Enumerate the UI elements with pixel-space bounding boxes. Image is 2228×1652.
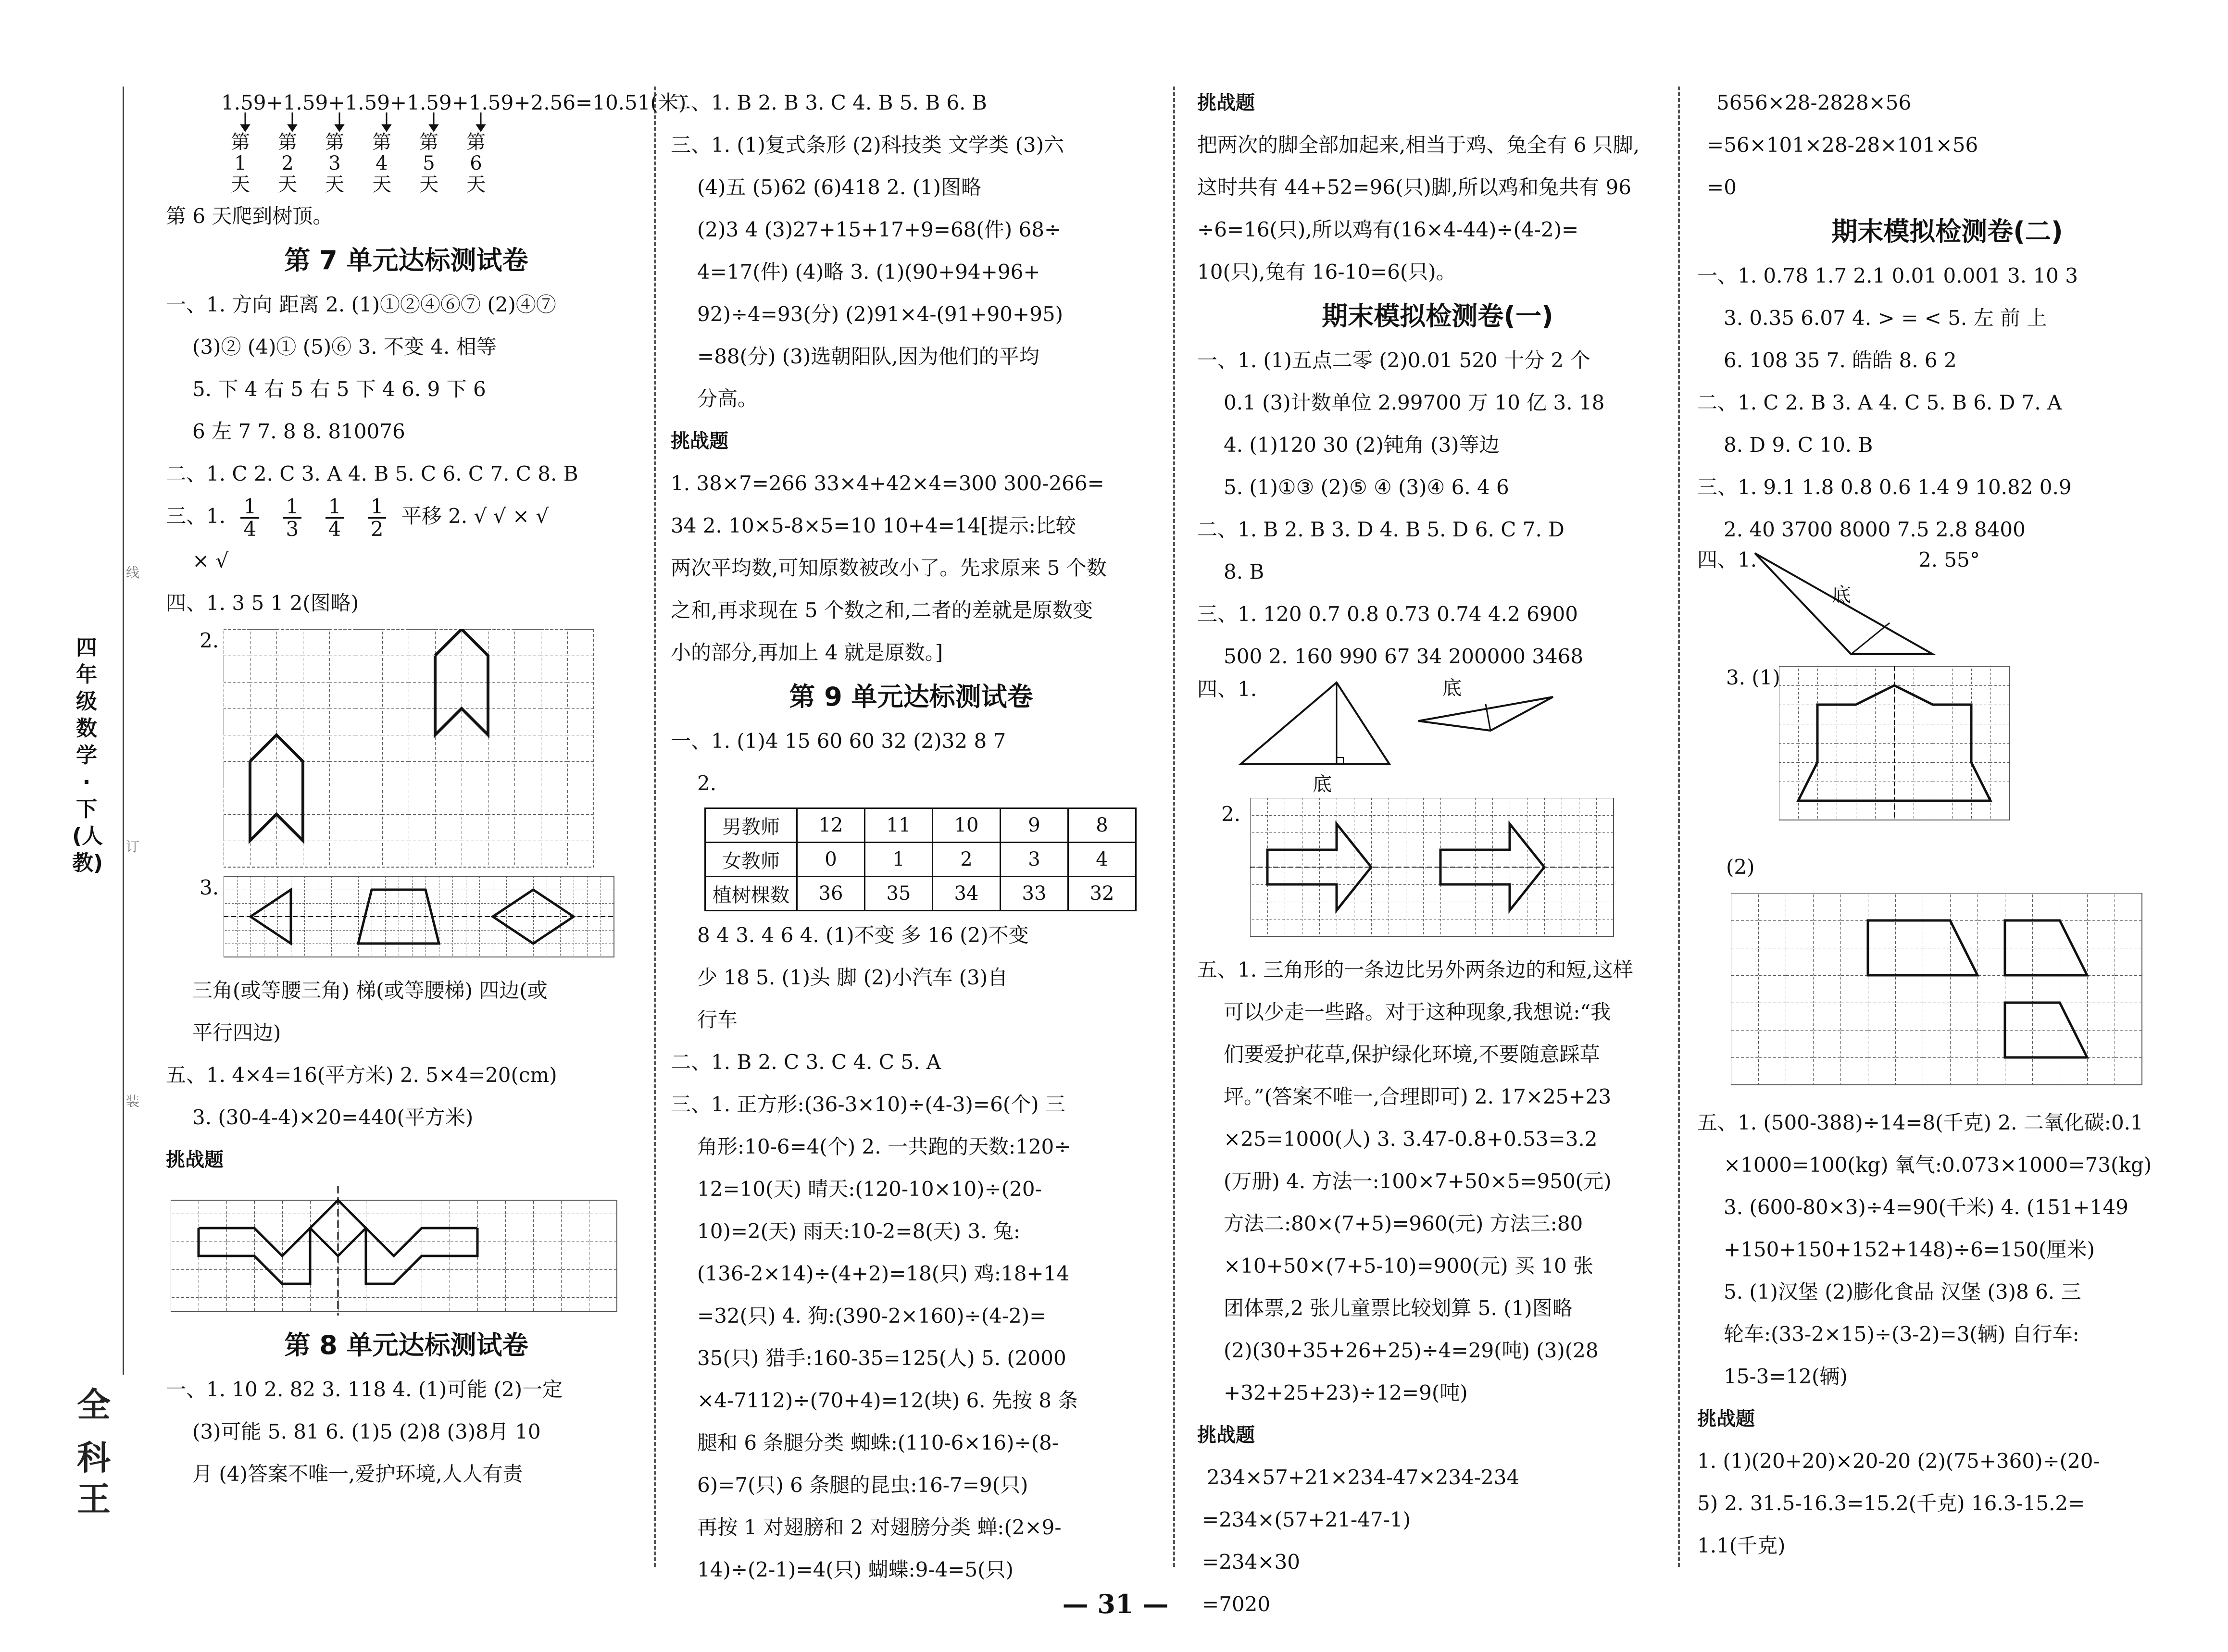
- table-row: 植树棵数 36 35 34 33 32: [705, 877, 1136, 911]
- binding-mark: 订: [126, 839, 140, 855]
- answer-line: 三、1. 9.1 1.8 0.8 0.6 1.4 9 10.82 0.9: [1697, 475, 2072, 499]
- answer-line: 14)÷(2-1)=4(只) 蝴蝶:9-4=5(只): [697, 1558, 1014, 1581]
- answer-line: 五、1. (500-388)÷14=8(千克) 2. 二氧化碳:0.1: [1697, 1111, 2143, 1134]
- figure-block: [1697, 548, 2197, 661]
- symmetric-shape-figure: [1779, 666, 2029, 839]
- answer-line: 们要爱护花草,保护绿化环境,不要随意踩草: [1224, 1043, 1600, 1066]
- answer-line: (3)② (4)① (5)⑥ 3. 不变 4. 相等: [192, 335, 497, 359]
- answer-line: 1. 38×7=266 33×4+42×4=300 300-266=: [671, 472, 1104, 495]
- column-divider: [1173, 87, 1175, 1567]
- challenge-heading: 挑战题: [1697, 1408, 1755, 1430]
- arrow-translation-figure: [1250, 798, 1625, 942]
- column-3: [1197, 82, 1678, 1616]
- answer-line: (2)(30+35+26+25)÷4=29(吨) (3)(28: [1224, 1339, 1599, 1362]
- column-2: [671, 82, 1152, 1581]
- answer-line: 4=17(件) (4)略 3. (1)(90+94+96+: [697, 260, 1040, 284]
- answer-line: ×1000=100(kg) 氧气:0.073×1000=73(kg): [1724, 1153, 2152, 1177]
- figure-label: 2.: [1221, 802, 1241, 826]
- answer-line: 把两次的脚全部加起来,相当于鸡、兔全有 6 只脚,: [1197, 133, 1640, 157]
- answer-line: 行车: [697, 1008, 738, 1031]
- answer-line: 方法二:80×(7+5)=960(元) 方法三:80: [1224, 1212, 1583, 1235]
- fraction: $\frac{1}{4}$: [240, 496, 259, 540]
- translation-figure-2: [1731, 893, 2164, 1095]
- answer-line: 轮车:(33-2×15)÷(3-2)=3(辆) 自行车:: [1724, 1322, 2079, 1346]
- figure-block: [1197, 798, 1678, 942]
- answer-line: 一、1. (1)4 15 60 60 32 (2)32 8 7: [671, 729, 1006, 753]
- figure-label: 3.: [200, 875, 219, 899]
- answer-line: ×10+50×(7+5-10)=900(元) 买 10 张: [1224, 1254, 1594, 1278]
- answer-line: 4. (1)120 30 (2)钝角 (3)等边: [1224, 433, 1500, 457]
- answer-line: 三角(或等腰三角) 梯(或等腰梯) 四边(或: [192, 978, 548, 1002]
- answer-line: 1. (1)(20+20)×20-20 (2)(75+360)÷(20-: [1697, 1449, 2100, 1473]
- answer-line: ÷6=16(只),所以鸡有(16×4-44)÷(4-2)=: [1197, 218, 1579, 241]
- answer-line: 10(只),兔有 16-10=6(只)。: [1197, 260, 1456, 284]
- answer-line: 5. 下 4 右 5 右 5 下 4 6. 9 下 6: [192, 377, 486, 401]
- answer-line: 一、1. 10 2. 82 3. 118 4. (1)可能 (2)一定: [166, 1377, 563, 1401]
- answer-line: (136-2×14)÷(4+2)=18(只) 鸡:18+14: [697, 1262, 1070, 1285]
- answer-line: 6)=7(只) 6 条腿的昆虫:16-7=9(只): [697, 1473, 1028, 1497]
- answer-line: 月 (4)答案不唯一,爱护环境,人人有责: [192, 1462, 523, 1486]
- answer-line: 四、1. 3 5 1 2(图略): [166, 591, 359, 615]
- answer-line: 五、1. 4×4=16(平方米) 2. 5×4=20(cm): [166, 1063, 557, 1087]
- answer-line: 2. 40 3700 8000 7.5 2.8 8400: [1724, 518, 2026, 541]
- grid-figure-symmetry: [171, 1186, 642, 1316]
- challenge-heading: 挑战题: [671, 430, 728, 452]
- figure-block: [1197, 678, 1678, 793]
- answer-line: 两次平均数,可知原数被改小了。先求原来 5 个数: [671, 556, 1107, 580]
- answer-line: (3)可能 5. 81 6. (1)5 (2)8 (3)8月 10: [192, 1419, 541, 1443]
- section-title: 第 9 单元达标测试卷: [789, 682, 1033, 712]
- column-4: [1697, 82, 2197, 1575]
- answer-line: 平行四边): [192, 1020, 281, 1044]
- answer-line: =7020: [1202, 1592, 1271, 1616]
- answer-line: 5. (1)①③ (2)⑤ ④ (3)④ 6. 4 6: [1224, 475, 1509, 499]
- answer-line: 少 18 5. (1)头 脚 (2)小汽车 (3)自: [697, 966, 1008, 989]
- grid-figure-shapes: [224, 876, 627, 963]
- challenge-heading: 挑战题: [1197, 92, 1255, 114]
- answer-line: +32+25+23)÷12=9(吨): [1224, 1381, 1468, 1404]
- answer-line: 一、1. (1)五点二零 (2)0.01 520 十分 2 个: [1197, 348, 1590, 372]
- answer-line: 500 2. 160 990 67 34 200000 3468: [1224, 645, 1584, 668]
- answer-line: =56×101×28-28×101×56: [1707, 133, 1978, 157]
- answer-line: 二、1. C 2. B 3. A 4. C 5. B 6. D 7. A: [1697, 391, 2062, 414]
- answer-line: 8. D 9. C 10. B: [1724, 433, 1873, 457]
- answer-line: 8 4 3. 4 6 4. (1)不变 多 16 (2)不变: [697, 923, 1029, 947]
- section-title: 期末模拟检测卷(二): [1831, 216, 2063, 247]
- answer-line: =234×(57+21-47-1): [1202, 1508, 1411, 1531]
- grid-figure-translation: [224, 629, 618, 869]
- answer-line: 三、1. 正方形:(36-3×10)÷(4-3)=6(个) 三: [671, 1093, 1065, 1116]
- answer-line: (2)3 4 (3)27+15+17+9=68(件) 68÷: [697, 218, 1062, 241]
- answer-line: 坪。”(答案不唯一,合理即可) 2. 17×25+23: [1224, 1085, 1612, 1108]
- binding-mark: 装: [126, 1093, 140, 1109]
- answer-line: 10)=2(天) 雨天:10-2=8(天) 3. 兔:: [697, 1219, 1020, 1243]
- answer-line: 2.: [697, 771, 717, 795]
- answer-line: 3. (30-4-4)×20=440(平方米): [192, 1105, 474, 1129]
- day-labels: 第 1 天 第 2 天 第 3 天 第 4 天 第 5 天 第 6 天: [231, 131, 486, 196]
- figure-label: 3. (1): [1726, 666, 1780, 689]
- answer-line: +150+150+152+148)÷6=150(厘米): [1724, 1238, 2095, 1261]
- answer-line: 三、1. (1)复式条形 (2)科技类 文学类 (3)六: [671, 133, 1064, 157]
- page-number: — 31 —: [1062, 1589, 1169, 1619]
- answer-line: 三、1. $\frac{1}{4}$ $\frac{1}{3}$ $\frac{1}{4}$ $\frac{1}{2}$ 平移 2. √ √ × √: [166, 494, 549, 541]
- section-title: 第 7 单元达标测试卷: [284, 245, 528, 275]
- fraction: $\frac{1}{2}$: [368, 496, 387, 540]
- figure-label: 四、1.: [1197, 677, 1257, 701]
- answer-line: 5656×28-2828×56: [1716, 91, 1912, 114]
- answer-line: 二、1. C 2. C 3. A 4. B 5. C 6. C 7. C 8. B: [166, 462, 578, 485]
- answer-line: 三、1. 120 0.7 0.8 0.73 0.74 4.2 6900: [1197, 602, 1578, 626]
- side-title: 四年级数学·下(人教): [72, 635, 103, 875]
- answer-line: 一、1. 0.78 1.7 2.1 0.01 0.001 3. 10 3: [1697, 264, 2078, 287]
- figure-block: [1697, 666, 2197, 839]
- answer-line: 15-3=12(辆): [1724, 1365, 1848, 1388]
- answer-line: 3. 0.35 6.07 4. > = < 5. 左 前 上: [1724, 306, 2047, 330]
- base-label: 底: [1313, 773, 1332, 795]
- answer-line: 可以少走一些路。对于这种现象,我想说:“我: [1224, 1000, 1611, 1024]
- angle-answer: 2. 55°: [1918, 548, 1980, 571]
- challenge-heading: 挑战题: [1197, 1424, 1255, 1446]
- column-divider: [654, 87, 656, 1567]
- base-label: 底: [1442, 677, 1462, 699]
- challenge-heading: 挑战题: [166, 1148, 224, 1171]
- answer-line: 二、1. B 2. B 3. D 4. B 5. D 6. C 7. D: [1197, 518, 1565, 541]
- answer-line: =0: [1707, 175, 1737, 199]
- section-title: 期末模拟检测卷(一): [1322, 301, 1553, 331]
- base-label: 底: [1832, 584, 1851, 606]
- column-1: [166, 82, 687, 1575]
- answer-line: 小的部分,再加上 4 就是原数。]: [671, 641, 943, 664]
- fraction: $\frac{1}{3}$: [283, 496, 302, 540]
- section-title: 第 8 单元达标测试卷: [284, 1329, 528, 1360]
- answer-line: 二、1. B 2. B 3. C 4. B 5. B 6. B: [671, 91, 987, 114]
- fraction: $\frac{1}{4}$: [325, 496, 344, 540]
- answer-line: 第 6 天爬到树顶。: [166, 204, 333, 228]
- answer-line: 6. 108 35 7. 皓皓 8. 6 2: [1724, 348, 1957, 372]
- figure-label: 2.: [200, 628, 219, 652]
- answer-line: 之和,再求现在 5 个数之和,二者的差就是原数变: [671, 598, 1093, 622]
- figure-block: [166, 629, 647, 869]
- binding-mark: 线: [126, 565, 140, 581]
- answer-line: 234×57+21×234-47×234-234: [1207, 1466, 1520, 1489]
- answer-line: =88(分) (3)选朝阳队,因为他们的平均: [697, 345, 1039, 368]
- table-row: 男教师 12 11 10 9 8: [705, 808, 1136, 843]
- answer-line: (万册) 4. 方法一:100×7+50×5=950(元): [1224, 1169, 1612, 1193]
- answer-line: 6 左 7 7. 8 8. 810076: [192, 420, 405, 443]
- answer-line: 35(只) 猎手:160-35=125(人) 5. (2000: [697, 1346, 1066, 1370]
- teacher-tree-table: [704, 807, 1137, 911]
- figure-block: [166, 876, 647, 963]
- answer-line: 1.1(千克): [1697, 1534, 1786, 1557]
- obtuse-triangle-figure: [1750, 551, 1952, 661]
- answer-line: 5. (1)汉堡 (2)膨化食品 汉堡 (3)8 6. 三: [1724, 1280, 2081, 1304]
- answer-line: 5) 2. 31.5-16.3=15.2(千克) 16.3-15.2=: [1697, 1491, 2085, 1515]
- figure-label: 四、1.: [1697, 548, 1757, 571]
- answer-line: (4)五 (5)62 (6)418 2. (1)图略: [697, 175, 982, 199]
- answer-line: 五、1. 三角形的一条边比另外两条边的和短,这样: [1197, 958, 1633, 981]
- answer-line: =32(只) 4. 狗:(390-2×160)÷(4-2)=: [697, 1304, 1047, 1328]
- column-divider: [1678, 87, 1680, 1567]
- answer-line: 一、1. 方向 距离 2. (1)①②④⑥⑦ (2)④⑦: [166, 293, 556, 316]
- logo: 全 科 王: [77, 1385, 111, 1519]
- answer-line: 二、1. B 2. C 3. C 4. C 5. A: [671, 1050, 941, 1074]
- answer-line: 1.59+1.59+1.59+1.59+1.59+2.56=10.51(米): [221, 91, 687, 114]
- answer-line: × √: [192, 548, 229, 572]
- answer-line: ×25=1000(人) 3. 3.47-0.8+0.53=3.2: [1224, 1127, 1598, 1151]
- answer-line: 0.1 (3)计数单位 2.99700 万 10 亿 3. 18: [1224, 391, 1605, 414]
- answer-line: 92)÷4=93(分) (2)91×4-(91+90+95): [697, 302, 1064, 326]
- table-row: 女教师 0 1 2 3 4: [705, 843, 1136, 877]
- answer-line: 团体票,2 张儿童票比较划算 5. (1)图略: [1224, 1296, 1573, 1320]
- answer-line: 角形:10-6=4(个) 2. 一共跑的天数:120÷: [697, 1135, 1071, 1158]
- answer-line: 腿和 6 条腿分类 蜘蛛:(110-6×16)÷(8-: [697, 1431, 1059, 1454]
- binding-line: [123, 87, 124, 1375]
- answer-line: 分高。: [697, 387, 758, 410]
- figure-label: (2): [1726, 855, 1755, 879]
- answer-line: 8. B: [1224, 560, 1264, 584]
- answer-line: 再按 1 对翅膀和 2 对翅膀分类 蝉:(2×9-: [697, 1515, 1062, 1539]
- answer-line: 12=10(天) 晴天:(120-10×10)÷(20-: [697, 1177, 1042, 1201]
- answer-line: 34 2. 10×5-8×5=10 10+4=14[提示:比较: [671, 514, 1076, 537]
- answer-line: 3. (600-80×3)÷4=90(千米) 4. (151+149: [1724, 1195, 2128, 1219]
- answer-line: =234×30: [1202, 1550, 1300, 1574]
- answer-line: 这时共有 44+52=96(只)脚,所以鸡和兔共有 96: [1197, 175, 1631, 199]
- answer-line: ×4-7112)÷(70+4)=12(块) 6. 先按 8 条: [697, 1389, 1078, 1412]
